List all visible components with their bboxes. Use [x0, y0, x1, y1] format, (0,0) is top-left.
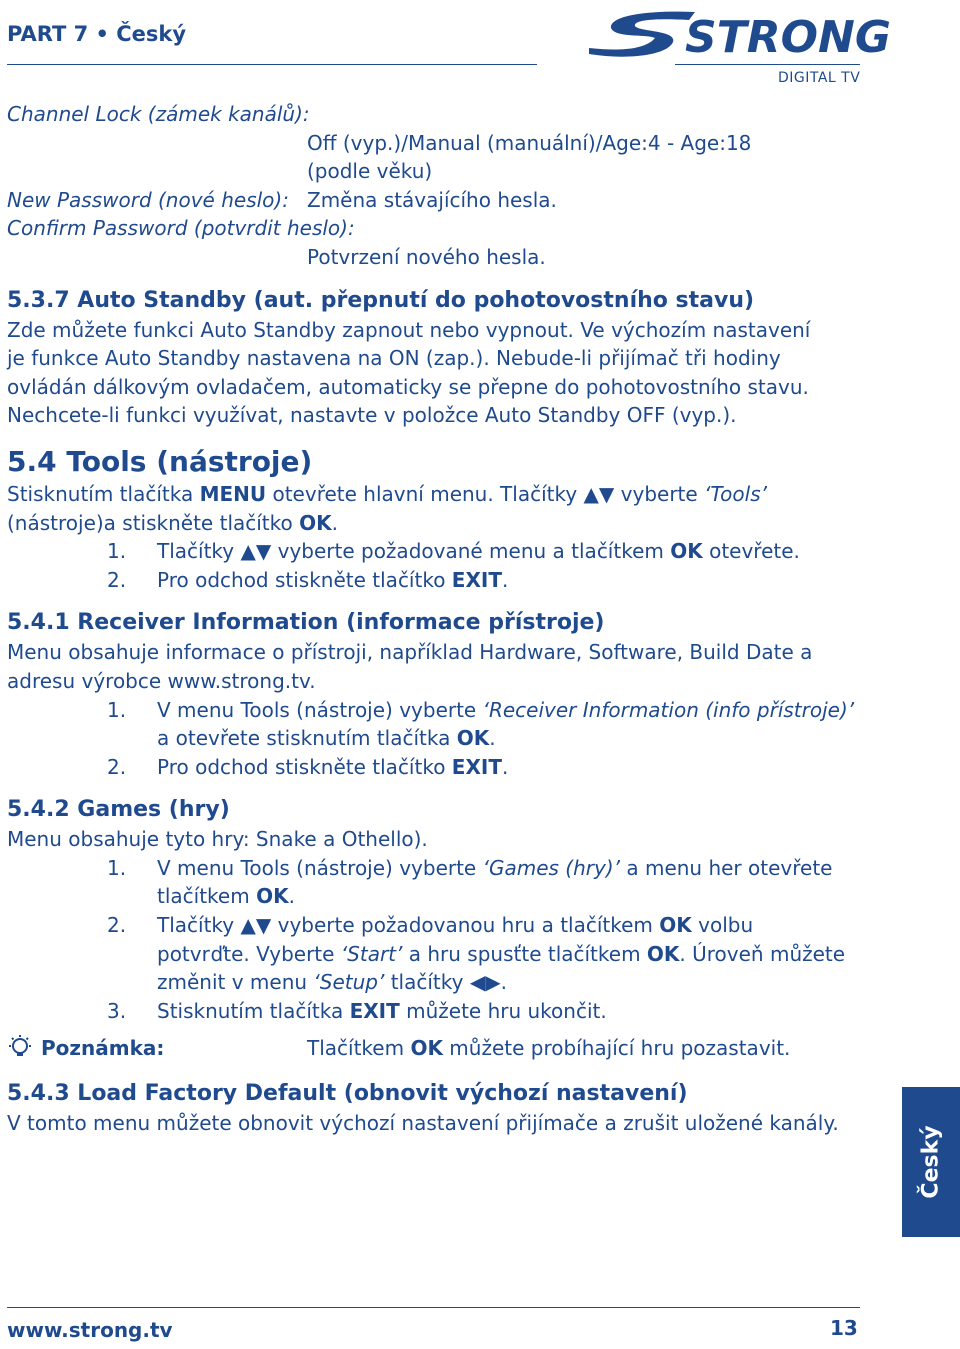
auto-standby-line: Zde můžete funkci Auto Standby zapnout nebo vypnout. Ve výchozím nastavení [7, 317, 811, 342]
brand-subtitle: DIGITAL TV [778, 70, 861, 86]
footer-rule [7, 1307, 860, 1308]
new-password-label: New Password (nové heslo): [7, 187, 289, 212]
tools-step-2: 2. Pro odchod stiskněte tlačítko EXIT. [107, 567, 509, 592]
factory-default-line: V tomto menu můžete obnovit výchozí nastavení přijímače a zrušit uložené kanály. [7, 1111, 839, 1136]
channel-lock-value: Off (vyp.)/Manual (manuální)/Age:4 - Age:18 [307, 130, 752, 155]
footer-url: www.strong.tv [7, 1318, 173, 1342]
auto-standby-line: je funkce Auto Standby nastavena na ON (zap.). Nebude-li přijímač tři hodiny [7, 346, 781, 371]
auto-standby-heading: 5.3.7 Auto Standby (aut. přepnutí do pohotovostního stavu) [7, 287, 755, 313]
receiver-info-line: adresu výrobce www.strong.tv. [7, 668, 316, 693]
header-rule [7, 64, 537, 65]
auto-standby-line: ovládán dálkovým ovladačem, automaticky se přepne do pohotovostního stavu. [7, 374, 809, 399]
tools-intro-line-1: Stisknutím tlačítka MENU otevřete hlavní menu. Tlačítky ▲▼ vyberte ‘Tools’ [7, 481, 767, 506]
brand-wordmark: STRONG [685, 12, 891, 63]
receiver-info-step-2: 2. Pro odchod stiskněte tlačítko EXIT. [107, 754, 509, 779]
note-text: Tlačítkem OK můžete probíhající hru pozastavit. [307, 1036, 791, 1061]
side-tab-label: Český [918, 1125, 944, 1199]
receiver-info-line: Menu obsahuje informace o přístroji, například Hardware, Software, Build Date a [7, 640, 813, 665]
channel-lock-label: Channel Lock (zámek kanálů): [7, 102, 310, 126]
games-heading: 5.4.2 Games (hry) [7, 797, 230, 823]
note-label: Poznámka: [41, 1036, 165, 1061]
games-step-2: 2. Tlačítky ▲▼ vyberte požadovanou hru a tlačítkem OK volbu [107, 913, 754, 938]
new-password-row [7, 186, 867, 215]
games-step-1: 1. V menu Tools (nástroje) vyberte ‘Games (hry)’ a menu her otevřete [107, 855, 833, 880]
games-line: Menu obsahuje tyto hry: Snake a Othello). [7, 827, 428, 852]
channel-lock-value-cont: (podle věku) [307, 159, 433, 184]
confirm-password-label: Confirm Password (potvrdit heslo): [7, 216, 355, 241]
tools-step-1: 1. Tlačítky ▲▼ vyberte požadované menu a tlačítkem OK otevřete. [107, 539, 800, 564]
note-lightbulb-icon [7, 1034, 33, 1060]
games-step-3: 3. Stisknutím tlačítka EXIT můžete hru ukončit. [107, 998, 607, 1023]
auto-standby-line: Nechcete-li funkci využívat, nastavte v položce Auto Standby OFF (vyp.). [7, 403, 737, 428]
confirm-password-value: Potvrzení nového hesla. [307, 244, 546, 269]
new-password-value: Změna stávajícího hesla. [307, 187, 557, 212]
language-side-tab [902, 1087, 960, 1237]
part-label: PART 7 • Český [7, 22, 187, 46]
factory-default-heading: 5.4.3 Load Factory Default (obnovit výchozí nastavení) [7, 1081, 688, 1107]
games-step-2-cont: změnit v menu ‘Setup’ tlačítky ◀▶. [157, 970, 507, 995]
strong-logo [585, 8, 891, 63]
games-step-1-cont: tlačítkem OK. [157, 884, 295, 909]
receiver-info-step-1: 1. V menu Tools (nástroje) vyberte ‘Receiver Information (info přístroje)’ [107, 697, 855, 722]
receiver-info-step-1-cont: a otevřete stisknutím tlačítka OK. [157, 726, 496, 751]
tools-intro-line-2: (nástroje)a stiskněte tlačítko OK. [7, 510, 338, 535]
page-content [7, 100, 867, 1138]
page-number: 13 [830, 1316, 858, 1340]
tools-heading: 5.4 Tools (nástroje) [7, 444, 313, 478]
note-label-wrap [7, 1031, 307, 1065]
logo-rule [675, 64, 860, 65]
games-note [7, 1031, 867, 1065]
receiver-info-heading: 5.4.1 Receiver Information (informace přístroje) [7, 610, 605, 636]
games-step-2-cont: potvrďte. Vyberte ‘Start’ a hru spusťte tlačítkem OK. Úroveň můžete [157, 941, 846, 966]
